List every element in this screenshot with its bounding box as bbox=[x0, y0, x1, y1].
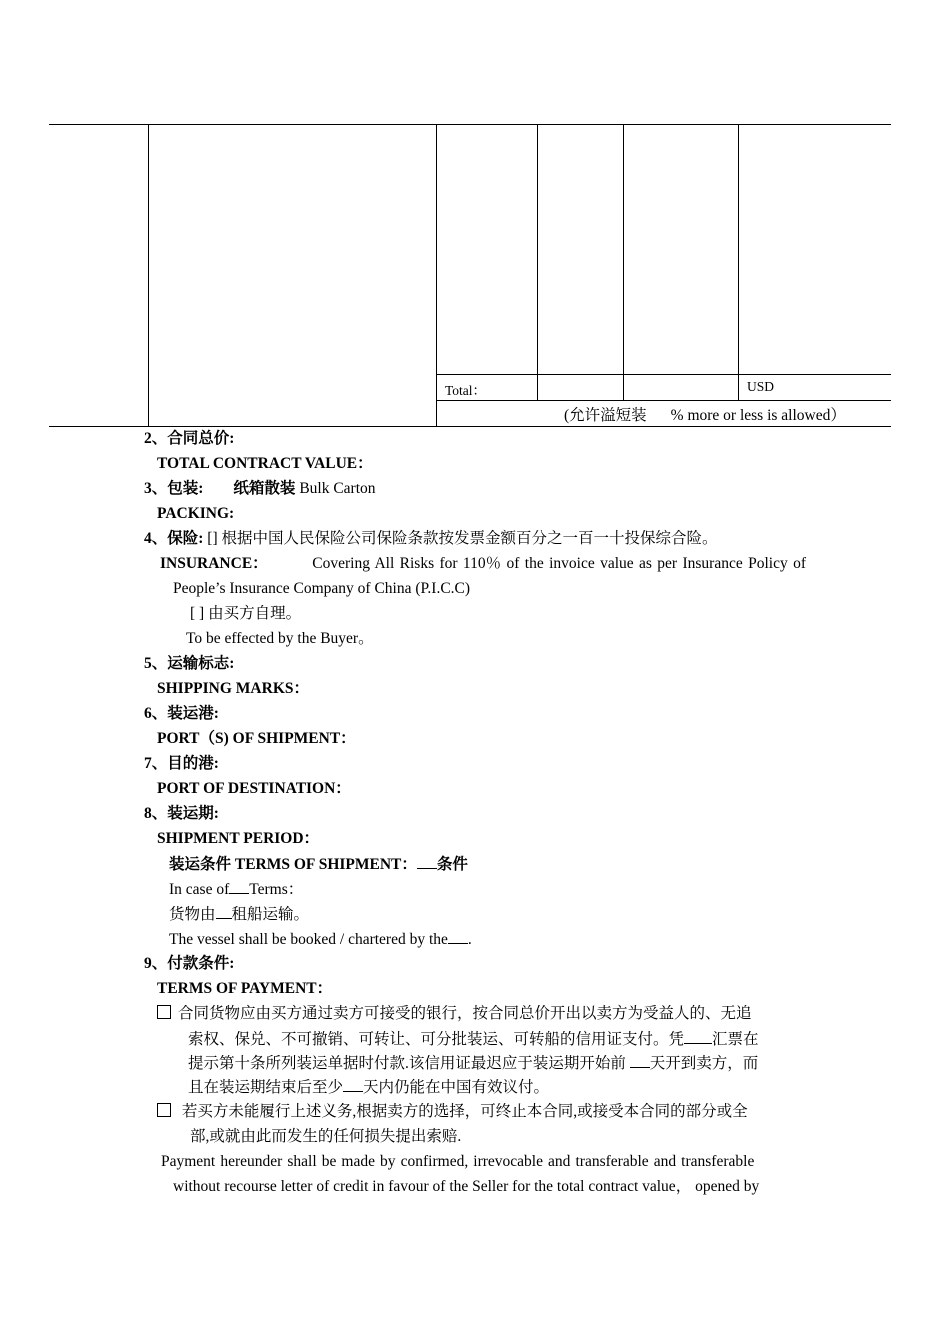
s4-option1-en-row bbox=[160, 554, 806, 574]
payment-en-line-1: Payment hereunder shall be made by confirmed, irrevocable and transferable and transferable bbox=[161, 1153, 755, 1170]
s8-case-b: Terms： bbox=[249, 881, 304, 898]
s9-heading-en: TERMS OF PAYMENT： bbox=[157, 980, 333, 997]
s8-terms-label: 装运条件 TERMS OF SHIPMENT： bbox=[169, 856, 417, 873]
currency-label: USD bbox=[747, 379, 775, 394]
payment-draft-blank bbox=[684, 1029, 712, 1044]
payment-option-2-text-1: 若买方未能履行上述义务,根据卖方的选择，可终止本合同,或接受本合同的部分或全 bbox=[181, 1103, 748, 1120]
payment-option-1-text-2b: 汇票在 bbox=[712, 1031, 759, 1048]
s3-heading-row bbox=[144, 479, 376, 499]
s8-case-blank bbox=[229, 879, 249, 894]
s8-goods-blank bbox=[216, 904, 232, 919]
s8-vessel-b: . bbox=[467, 931, 472, 948]
s3-value-en: Bulk Carton bbox=[299, 480, 376, 497]
payment-option-1-line-2 bbox=[188, 1029, 759, 1050]
payment-option-1-text-3a: 提示第十条所列装运单据时付款.该信用证最迟应于装运期开始前 bbox=[188, 1055, 630, 1072]
s5-heading-en: SHIPPING MARKS： bbox=[157, 680, 309, 697]
s7-heading-cn: 7、目的港: bbox=[144, 755, 219, 772]
s4-heading-cn: 4、保险: bbox=[144, 530, 204, 547]
s4-heading-en: INSURANCE： bbox=[160, 555, 268, 572]
s8-case-a: In case of bbox=[169, 881, 230, 898]
s8-heading-en: SHIPMENT PERIOD： bbox=[157, 830, 320, 847]
s8-goods-b: 租船运输。 bbox=[231, 906, 310, 923]
s4-option1-en-b: People’s Insurance Company of China (P.I.C.C) bbox=[173, 580, 471, 597]
payment-en-line-2: without recourse letter of credit in favour of the Seller for the total contract value， opened by bbox=[173, 1178, 760, 1195]
s8-terms-suffix: 条件 bbox=[436, 856, 468, 873]
s8-heading-cn: 8、装运期: bbox=[144, 805, 219, 822]
s9-heading-cn: 9、付款条件: bbox=[144, 955, 235, 972]
tolerance-prefix: (允许溢短装 bbox=[564, 407, 647, 424]
payment-option-1-checkbox[interactable] bbox=[157, 1005, 171, 1019]
s2-heading-en: TOTAL CONTRACT VALUE： bbox=[157, 455, 373, 472]
payment-option-1-line-1 bbox=[157, 1004, 752, 1024]
s6-heading-cn: 6、装运港: bbox=[144, 705, 219, 722]
s3-heading-en: PACKING: bbox=[157, 505, 235, 522]
s8-terms-row bbox=[169, 854, 468, 875]
payment-days-after-blank bbox=[343, 1077, 363, 1092]
payment-option-2-checkbox[interactable] bbox=[157, 1103, 171, 1117]
s4-option2-cn: [ ] 由买方自理。 bbox=[190, 605, 302, 622]
s4-option1-en-a: Covering All Risks for 110％ of the invoice value as per Insurance Policy of bbox=[312, 555, 806, 572]
s8-vessel-a: The vessel shall be booked / chartered by the bbox=[169, 931, 448, 948]
total-label: Total： bbox=[445, 383, 487, 398]
payment-option-1-line-3 bbox=[188, 1053, 758, 1074]
payment-option-1-text-4b: 天内仍能在中国有效议付。 bbox=[363, 1079, 550, 1096]
payment-days-before-blank bbox=[630, 1053, 650, 1068]
payment-option-1-text-2a: 索权、保兑、不可撤销、可转让、可分批装运、可转船的信用证支付。凭 bbox=[188, 1031, 685, 1048]
s3-value-cn: 纸箱散装 bbox=[233, 480, 296, 497]
s7-heading-en: PORT OF DESTINATION： bbox=[157, 780, 351, 797]
payment-option-2-text-2: 部,或就由此而发生的任何损失提出索赔. bbox=[190, 1128, 462, 1145]
s3-heading-cn: 3、包装: bbox=[144, 480, 204, 497]
payment-option-1-text-1: 合同货物应由买方通过卖方可接受的银行，按合同总价开出以卖方为受益人的、无追 bbox=[178, 1005, 752, 1022]
s8-case-row bbox=[169, 879, 303, 900]
payment-option-2-line-1 bbox=[157, 1102, 748, 1122]
s8-terms-blank bbox=[417, 854, 437, 869]
s6-heading-en: PORT（S) OF SHIPMENT： bbox=[157, 730, 356, 747]
s8-goods-row bbox=[169, 904, 309, 925]
s8-vessel-blank bbox=[448, 929, 468, 944]
payment-option-1-line-4 bbox=[188, 1077, 549, 1098]
s8-vessel-row bbox=[169, 929, 472, 950]
payment-option-1-text-3b: 天开到卖方，而 bbox=[649, 1055, 759, 1072]
payment-option-1-text-4a: 且在装运期结束后至少 bbox=[188, 1079, 344, 1096]
s8-goods-a: 货物由 bbox=[169, 906, 216, 923]
s5-heading-cn: 5、运输标志: bbox=[144, 655, 235, 672]
s4-heading-row bbox=[144, 529, 718, 549]
s4-option2-en: To be effected by the Buyer。 bbox=[186, 630, 374, 647]
tolerance-suffix: % more or less is allowed） bbox=[670, 407, 846, 424]
s4-option1-cn: [] 根据中国人民保险公司保险条款按发票金额百分之一百一十投保综合险。 bbox=[207, 530, 718, 547]
s2-heading-cn: 2、合同总价: bbox=[144, 430, 235, 447]
